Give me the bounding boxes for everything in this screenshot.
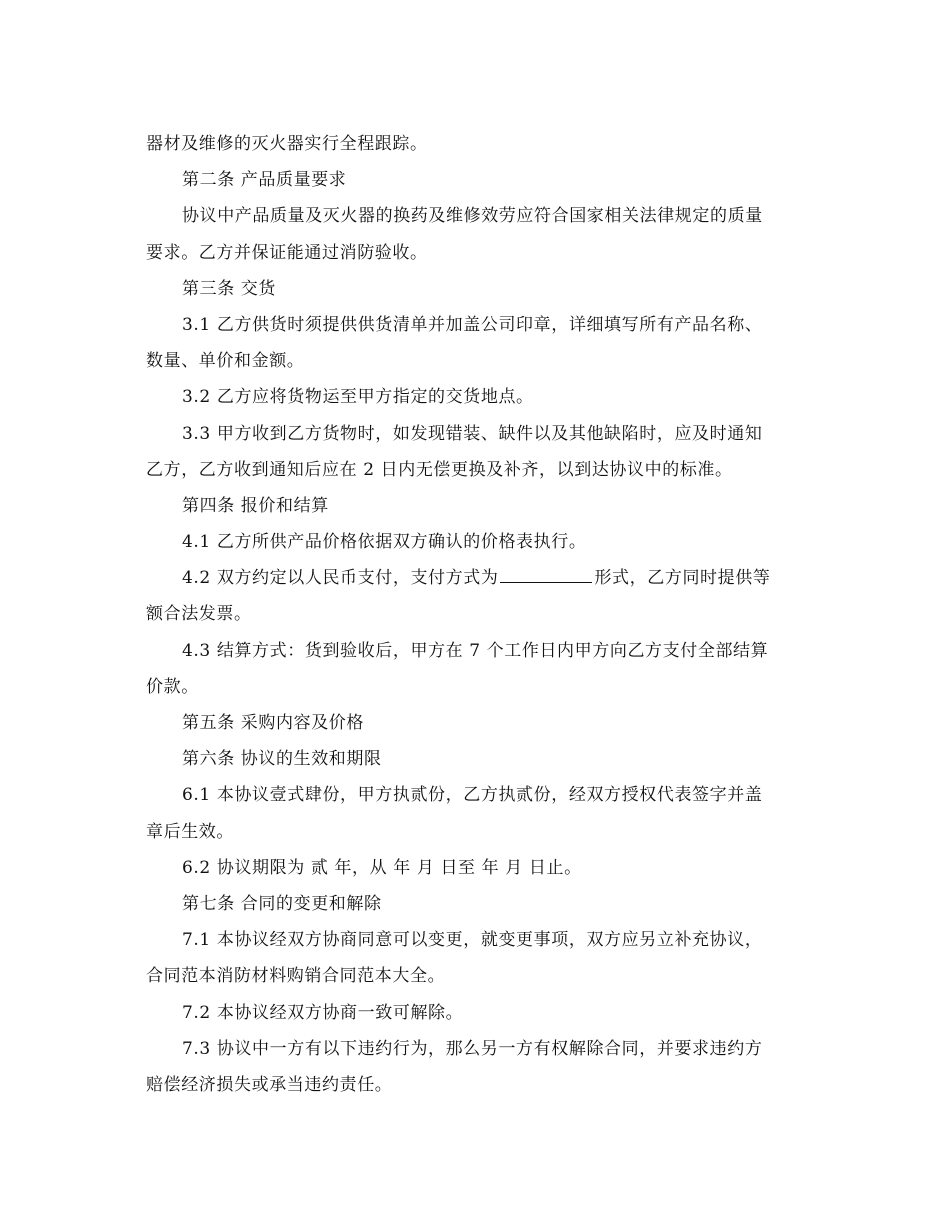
text-line: 赔偿经济损失或承当违约责任。 [146, 1074, 393, 1095]
text-line: 3.1 乙方供货时须提供供货清单并加盖公司印章，详细填写所有产品名称、 [182, 314, 763, 335]
section-heading: 第四条 报价和结算 [182, 495, 329, 516]
section-heading: 第五条 采购内容及价格 [182, 713, 365, 733]
text-line: 价款。 [146, 676, 199, 697]
text-line: 7.1 本协议经双方协商同意可以变更，就变更事项，双方应另立补充协议， [182, 930, 763, 951]
payment-method-blank [500, 581, 592, 583]
text-line: 7.3 协议中一方有以下违约行为，那么另一方有权解除合同，并要求违约方 [182, 1038, 763, 1059]
text-line: 章后生效。 [146, 821, 234, 842]
text-line: 4.3 结算方式：货到验收后，甲方在 7 个工作日内甲方向乙方支付全部结算 [182, 640, 769, 661]
text-line: 4.1 乙方所供产品价格依据双方确认的价格表执行。 [182, 532, 587, 553]
text-line: 器材及维修的灭火器实行全程跟踪。 [146, 134, 428, 154]
section-heading: 第六条 协议的生效和期限 [182, 749, 382, 770]
payment-clause-start: 4.2 双方约定以人民币支付，支付方式为 [182, 568, 499, 589]
text-line-with-blank [146, 560, 806, 596]
text-line: 3.2 乙方应将货物运至甲方指定的交货地点。 [182, 387, 534, 408]
document-body [146, 126, 806, 1103]
section-heading: 第二条 产品质量要求 [182, 170, 347, 191]
text-line: 要求。乙方并保证能通过消防验收。 [146, 242, 428, 263]
text-line: 协议中产品质量及灭火器的换药及维修效劳应符合国家相关法律规定的质量 [182, 206, 763, 227]
text-line: 6.1 本协议壹式肆份，甲方执贰份，乙方执贰份，经双方授权代表签字并盖 [182, 785, 763, 806]
payment-clause-end: 形式，乙方同时提供等 [594, 568, 771, 589]
section-heading: 第七条 合同的变更和解除 [182, 893, 382, 914]
section-heading: 第三条 交货 [182, 278, 277, 299]
text-line: 乙方，乙方收到通知后应在 2 日内无偿更换及补齐，以到达协议中的标准。 [146, 459, 733, 480]
text-line: 6.2 协议期限为 贰 年，从 年 月 日至 年 月 日止。 [182, 857, 582, 878]
text-line: 合同范本消防材料购销合同范本大全。 [146, 966, 446, 987]
text-line: 额合法发票。 [146, 604, 252, 625]
text-line: 7.2 本协议经双方协商一致可解除。 [182, 1002, 464, 1023]
text-line: 数量、单价和金额。 [146, 351, 305, 372]
text-line: 3.3 甲方收到乙方货物时，如发现错装、缺件以及其他缺陷时，应及时通知 [182, 423, 763, 444]
